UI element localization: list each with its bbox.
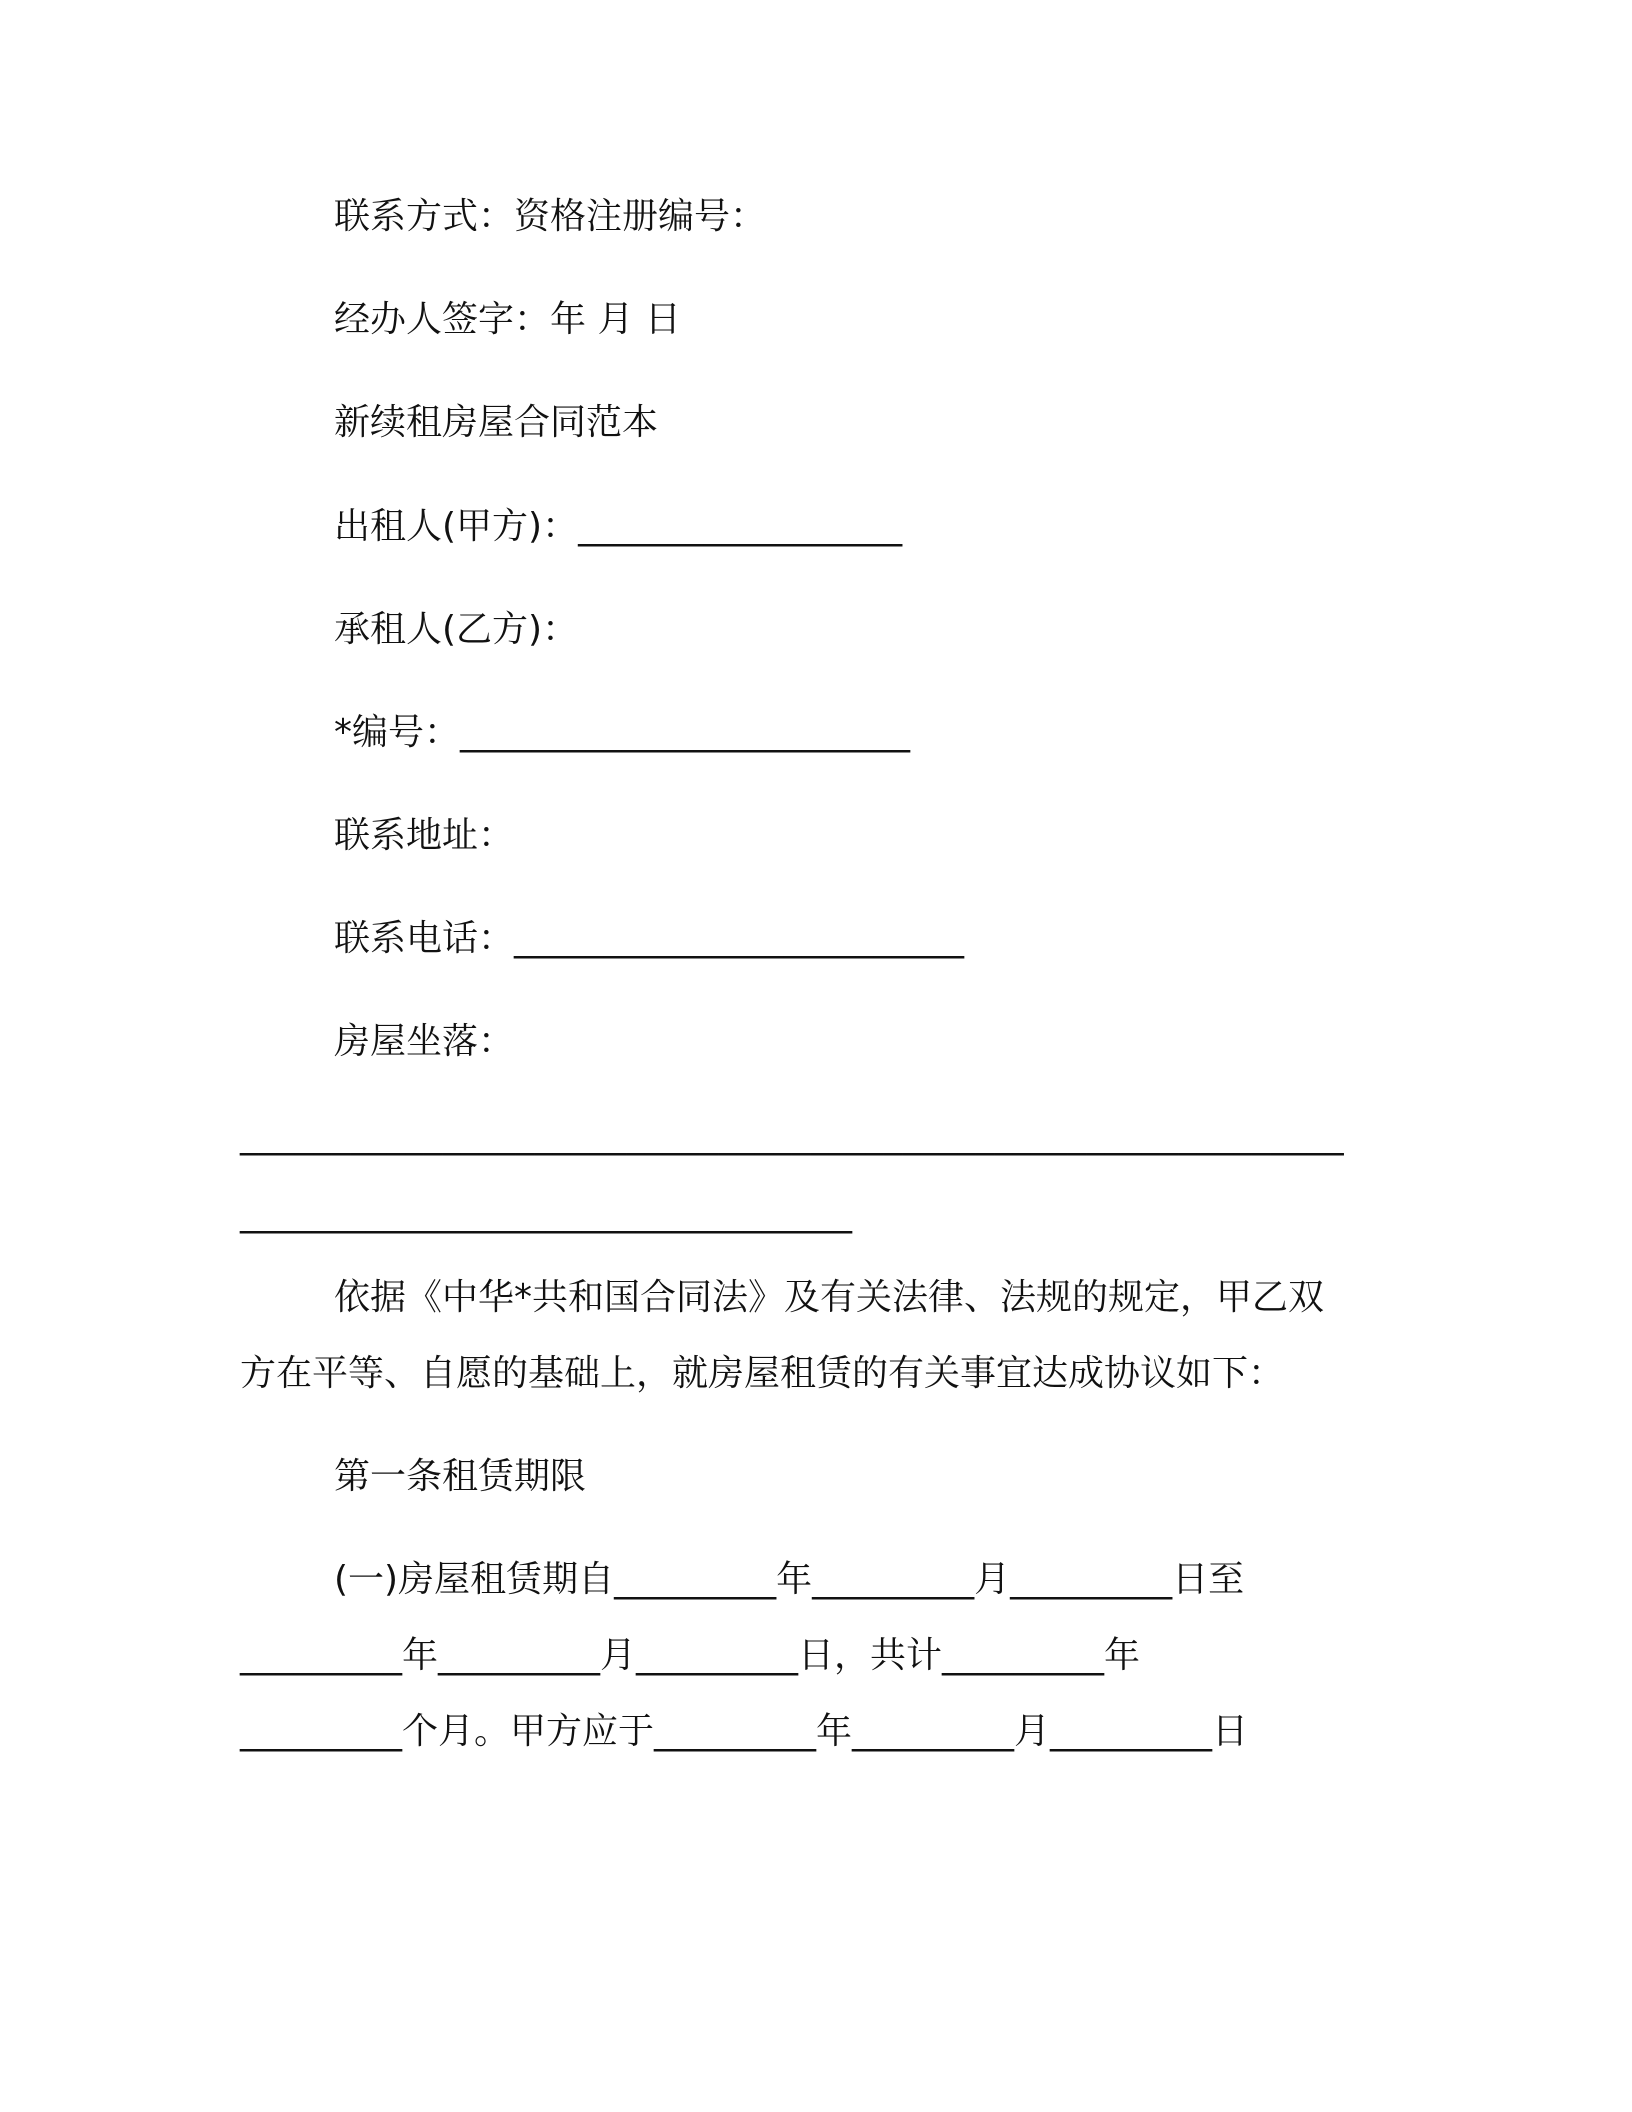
preamble-line-2: 方在平等、自愿的基础上，就房屋租赁的有关事宜达成协议如下： xyxy=(240,1353,1285,1394)
contact-address-line: 联系地址： xyxy=(334,815,515,856)
lessee-party-b-line: 承租人(乙方)： xyxy=(334,609,579,650)
lease-term-line-3: _________个月。甲方应于_________年_________月_________日 xyxy=(240,1711,1249,1752)
property-location-blank-2: __________________________________ xyxy=(240,1193,852,1234)
lease-term-line-1: (一)房屋租赁期自_________年_________月_________日至 xyxy=(334,1559,1245,1600)
contact-and-registration-line: 联系方式：资格注册编号： xyxy=(334,196,767,237)
lessor-party-a-line: 出租人(甲方)：__________________ xyxy=(334,506,903,547)
agent-signature-date-line: 经办人签字：年 月 日 xyxy=(334,299,681,340)
article-one-heading: 第一条租赁期限 xyxy=(334,1456,587,1497)
property-location-blank-1: ____________________________________________________________ xyxy=(240,1115,1344,1156)
lease-term-line-2: _________年_________月_________日，共计_________年 xyxy=(240,1635,1141,1676)
preamble-line-1: 依据《中华*共和国合同法》及有关法律、法规的规定，甲乙双 xyxy=(334,1277,1325,1318)
contact-phone-line: 联系电话：_________________________ xyxy=(334,918,965,959)
id-number-line: *编号：_________________________ xyxy=(334,712,911,753)
contract-title: 新续租房屋合同范本 xyxy=(334,402,659,443)
property-location-line: 房屋坐落： xyxy=(334,1021,515,1062)
